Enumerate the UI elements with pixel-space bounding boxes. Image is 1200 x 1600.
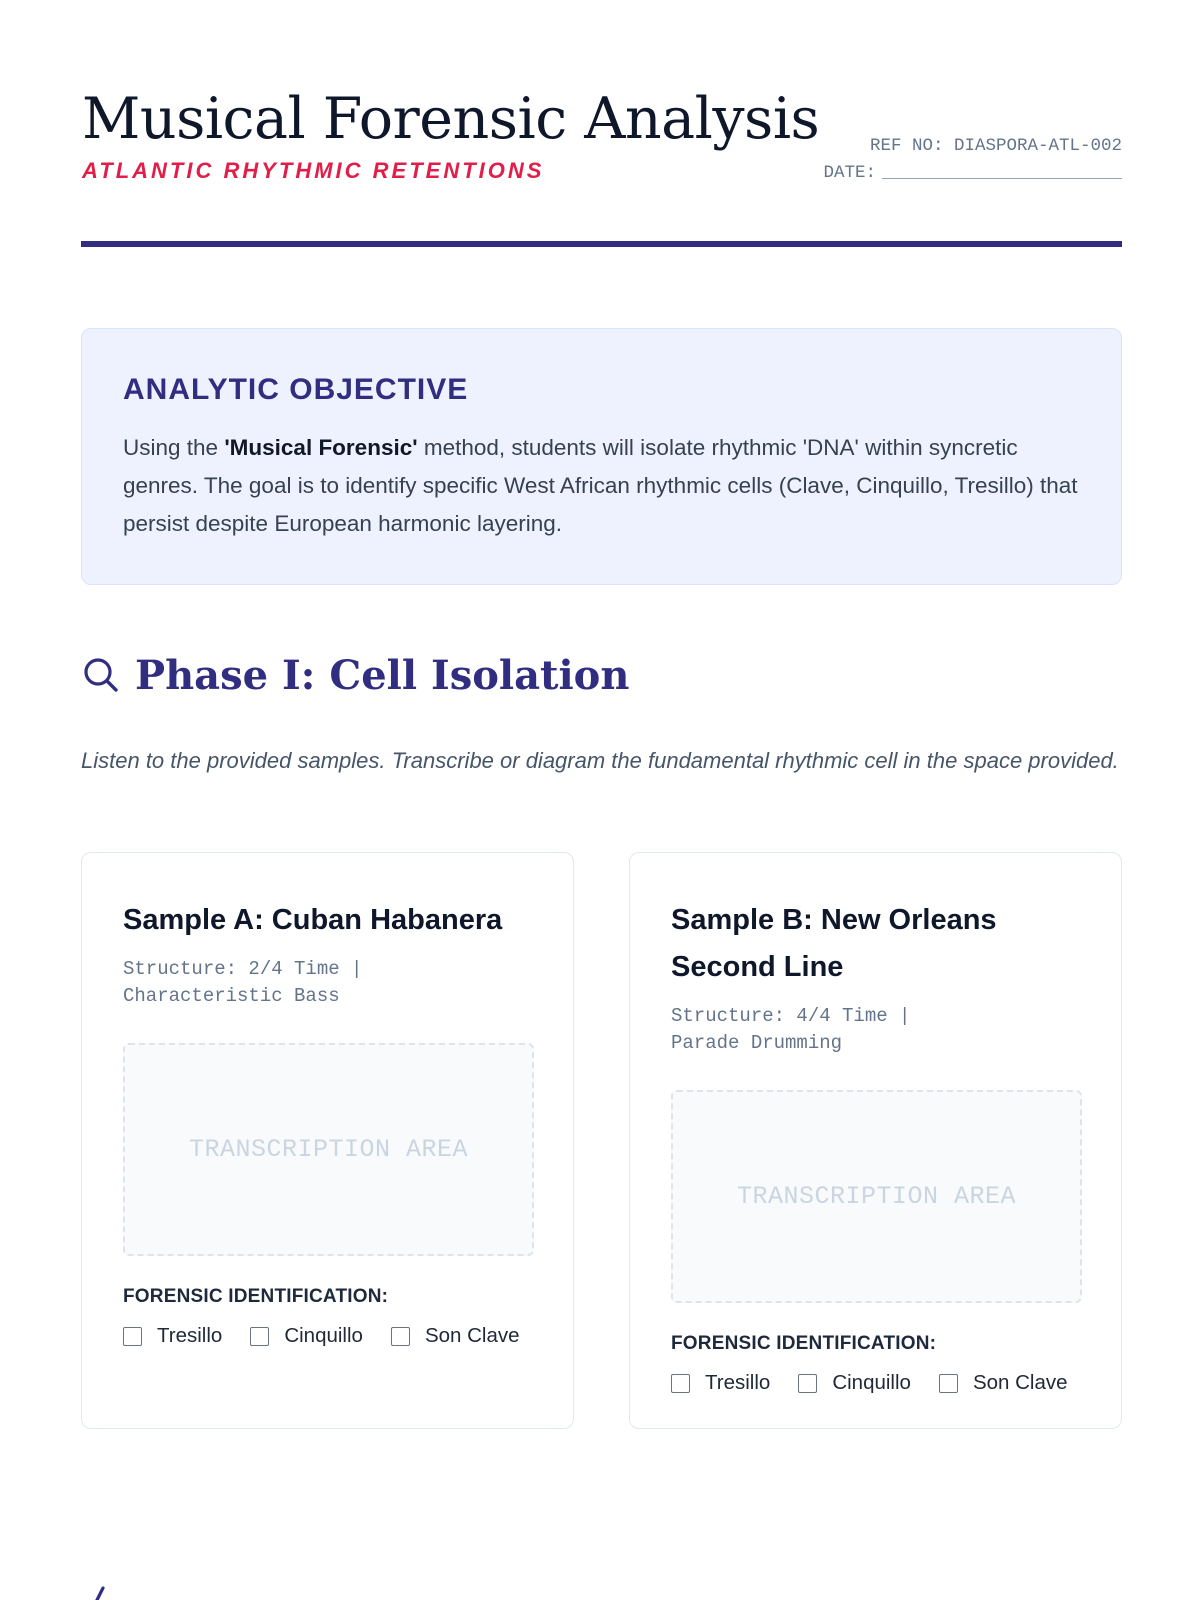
objective-text-emphasis: 'Musical Forensic' — [224, 435, 418, 460]
date-field[interactable] — [823, 160, 1122, 187]
date-label: DATE: — [823, 163, 876, 183]
option-label: Tresillo — [157, 1324, 223, 1347]
option-tresillo[interactable] — [671, 1371, 770, 1395]
document-title: Musical Forensic Analysis — [82, 86, 820, 152]
sample-card-a — [81, 852, 574, 1429]
objective-text-intro: Using the — [123, 435, 225, 460]
checkbox[interactable] — [123, 1327, 142, 1346]
phase-one-instructions: Listen to the provided samples. Transcribe or diagram the fundamental rhythmic cell in the space provided. — [81, 748, 1119, 773]
sample-structure: Structure: 4/4 Time | Parade Drumming — [671, 1005, 911, 1054]
sample-card-b — [629, 852, 1122, 1429]
phase-one-title: Phase I: Cell Isolation — [135, 652, 630, 699]
document-header — [82, 78, 1122, 248]
option-son-clave[interactable] — [391, 1324, 520, 1348]
transcription-area[interactable] — [671, 1090, 1082, 1303]
option-label: Cinquillo — [832, 1371, 911, 1394]
transcription-area[interactable] — [123, 1043, 534, 1256]
phase-one-heading — [81, 652, 629, 699]
forensic-identification-label: FORENSIC IDENTIFICATION: — [671, 1333, 937, 1354]
forensic-options — [671, 1371, 1080, 1395]
search-icon — [81, 656, 121, 696]
sample-title: Sample B: New Orleans Second Line — [671, 904, 997, 983]
option-cinquillo[interactable] — [798, 1371, 911, 1395]
forensic-identification-label: FORENSIC IDENTIFICATION: — [123, 1286, 389, 1307]
option-label: Son Clave — [972, 1371, 1068, 1394]
next-section-heading — [81, 1582, 135, 1600]
analytic-objective-box — [81, 328, 1122, 585]
reference-number: REF NO: DIASPORA-ATL-002 — [869, 136, 1122, 156]
sample-structure: Structure: 2/4 Time | Characteristic Bass — [123, 958, 363, 1007]
sample-title: Sample A: Cuban Habanera — [123, 904, 503, 936]
header-divider — [81, 241, 1122, 247]
option-label: Tresillo — [705, 1371, 771, 1394]
document-subtitle: ATLANTIC RHYTHMIC RETENTIONS — [82, 158, 545, 183]
option-label: Son Clave — [424, 1324, 520, 1347]
transcription-area-label: TRANSCRIPTION AREA — [188, 1135, 469, 1164]
transcription-area-label: TRANSCRIPTION AREA — [736, 1182, 1017, 1211]
option-son-clave[interactable] — [939, 1371, 1068, 1395]
option-cinquillo[interactable] — [250, 1324, 363, 1348]
checkbox[interactable] — [250, 1327, 269, 1346]
section-icon — [81, 1582, 121, 1600]
option-tresillo[interactable] — [123, 1324, 222, 1348]
checkbox[interactable] — [798, 1374, 817, 1393]
objective-text — [123, 429, 1080, 543]
objective-text-body: method, students will isolate rhythmic 'DNA' within syncretic genres. The goal is to identify specific West African rhythmic cells (Clave, Cinquillo, Tresillo) that persist despite European harmonic layering. — [123, 435, 1078, 536]
checkbox[interactable] — [671, 1374, 690, 1393]
forensic-options — [123, 1324, 532, 1348]
checkbox[interactable] — [391, 1327, 410, 1346]
objective-heading: ANALYTIC OBJECTIVE — [123, 373, 469, 406]
reference-block — [823, 133, 1122, 187]
date-blank-line[interactable] — [882, 161, 1122, 179]
option-label: Cinquillo — [284, 1324, 363, 1347]
checkbox[interactable] — [939, 1374, 958, 1393]
